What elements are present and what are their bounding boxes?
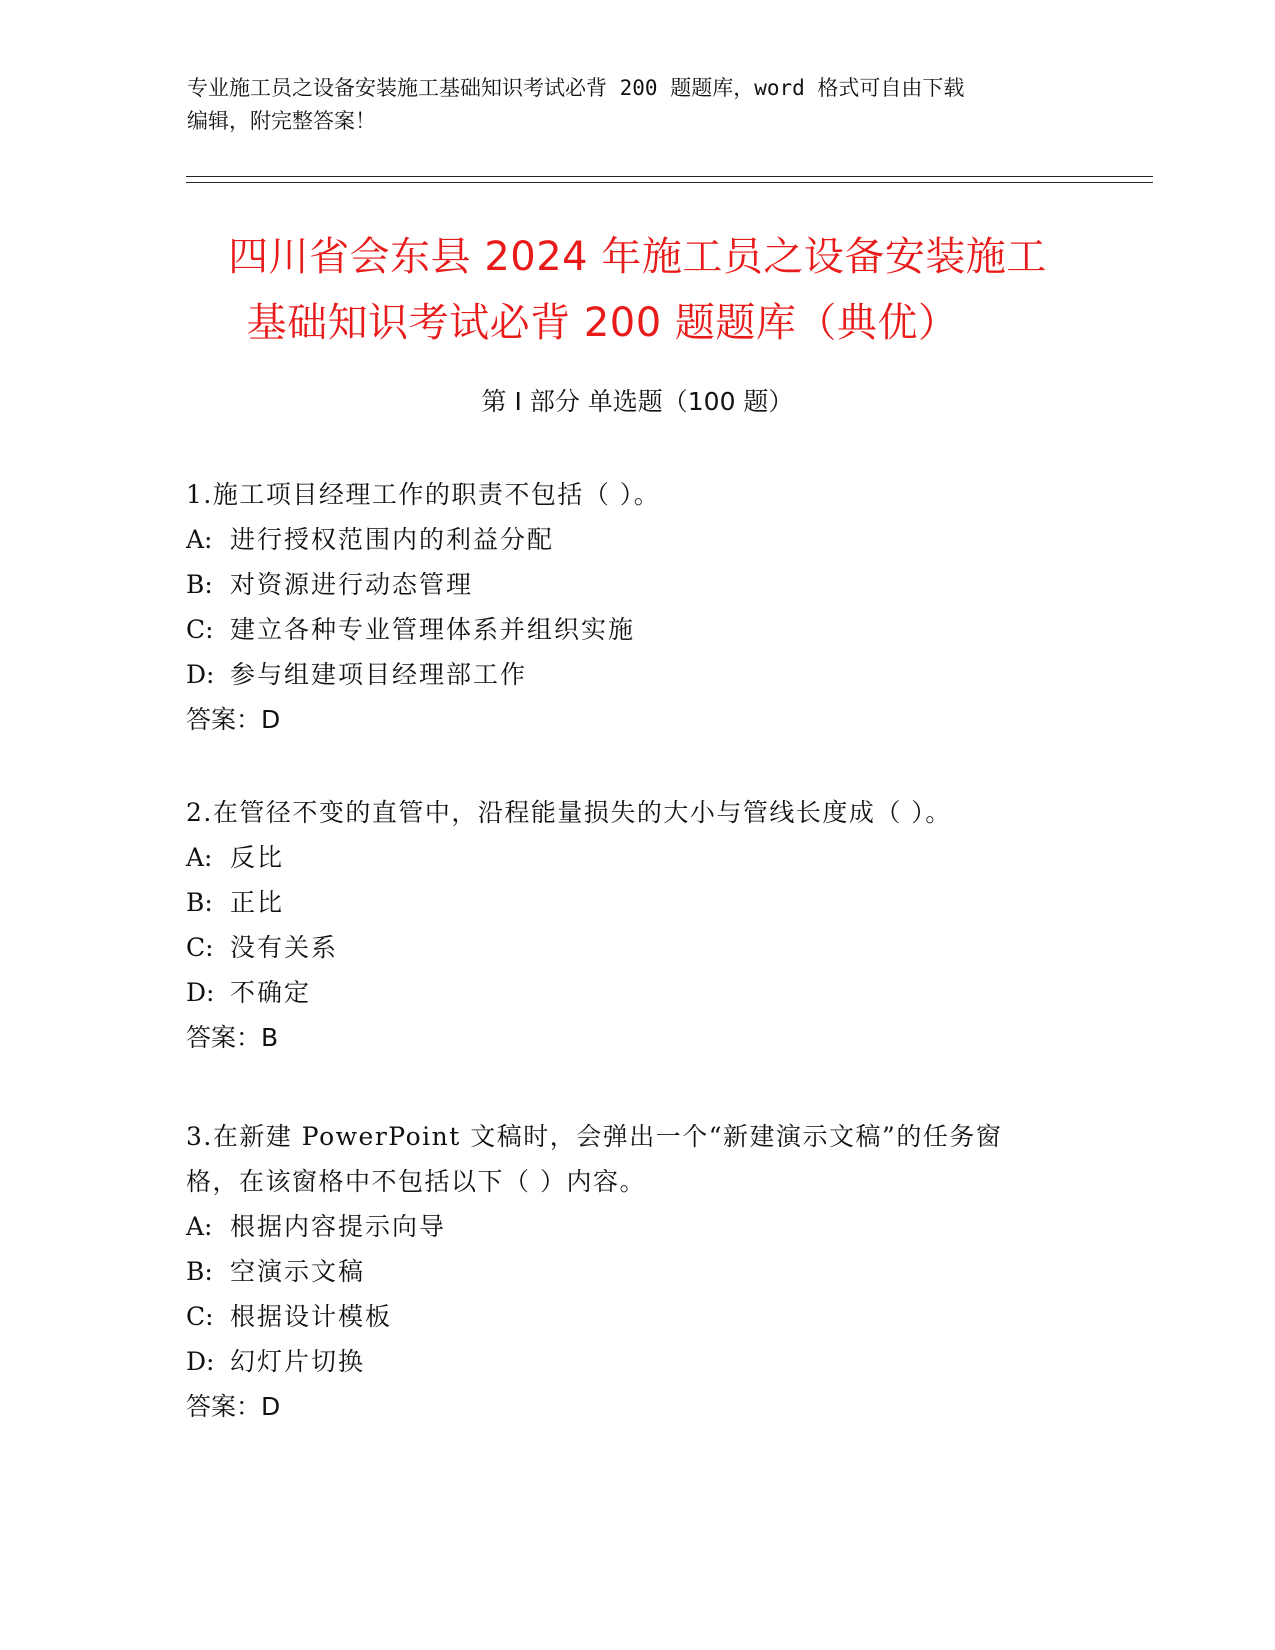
option-key: C: [186, 933, 214, 962]
option-text: 对资源进行动态管理 [230, 570, 474, 599]
option-key: B: [186, 570, 213, 599]
header-note-line-2: 编辑，附完整答案！ [187, 109, 376, 133]
document-title-line-2: 基础知识考试必背 200 题题库（典优） [246, 300, 959, 346]
option-key: D: [186, 660, 215, 689]
header-note [187, 72, 1067, 138]
option-key: B: [186, 888, 213, 917]
option-c [186, 607, 1086, 652]
option-d [186, 1339, 1086, 1384]
document-title [0, 224, 1275, 356]
option-a [186, 517, 1086, 562]
option-c [186, 1294, 1086, 1339]
option-text: 参与组建项目经理部工作 [230, 660, 528, 689]
option-d [186, 970, 1086, 1015]
option-a [186, 835, 1086, 880]
option-text: 没有关系 [230, 933, 339, 962]
option-key: D: [186, 1347, 215, 1376]
section-heading: 第 I 部分 单选题（100 题） [481, 387, 794, 416]
option-b [186, 562, 1086, 607]
option-a [186, 1204, 1086, 1249]
option-key: D: [186, 978, 215, 1007]
option-key: A: [186, 843, 213, 872]
option-text: 根据设计模板 [230, 1302, 393, 1331]
option-b [186, 1249, 1086, 1294]
question-1 [186, 472, 1086, 742]
option-text: 幻灯片切换 [230, 1347, 366, 1376]
option-text: 反比 [230, 843, 285, 872]
option-text: 建立各种专业管理体系并组织实施 [230, 615, 636, 644]
option-key: C: [186, 615, 214, 644]
header-divider-top [186, 176, 1153, 177]
option-key: C: [186, 1302, 214, 1331]
answer: 答案：B [186, 1023, 279, 1052]
option-key: A: [186, 1212, 213, 1241]
option-text: 不确定 [230, 978, 312, 1007]
option-b [186, 880, 1086, 925]
option-c [186, 925, 1086, 970]
option-d [186, 652, 1086, 697]
option-text: 根据内容提示向导 [230, 1212, 447, 1241]
question-stem: 1.施工项目经理工作的职责不包括（ ）。 [186, 480, 661, 509]
question-stem-line-2: 格，在该窗格中不包括以下（ ）内容。 [186, 1167, 646, 1196]
header-note-line-1: 专业施工员之设备安装施工基础知识考试必背 200 题题库，word 格式可自由下载 [187, 76, 965, 100]
answer: 答案：D [186, 705, 281, 734]
option-text: 正比 [230, 888, 285, 917]
question-2 [186, 790, 1086, 1060]
option-key: A: [186, 525, 213, 554]
question-stem: 2.在管径不变的直管中，沿程能量损失的大小与管线长度成（ ）。 [186, 798, 952, 827]
option-key: B: [186, 1257, 213, 1286]
option-text: 进行授权范围内的利益分配 [230, 525, 555, 554]
option-text: 空演示文稿 [230, 1257, 366, 1286]
header-divider-bottom [186, 182, 1153, 183]
question-3 [186, 1114, 1086, 1429]
answer: 答案：D [186, 1392, 281, 1421]
question-stem-line-1: 3.在新建 PowerPoint 文稿时，会弹出一个“新建演示文稿”的任务窗 [186, 1122, 1003, 1151]
document-title-line-1: 四川省会东县 2024 年施工员之设备安装施工 [228, 234, 1047, 280]
